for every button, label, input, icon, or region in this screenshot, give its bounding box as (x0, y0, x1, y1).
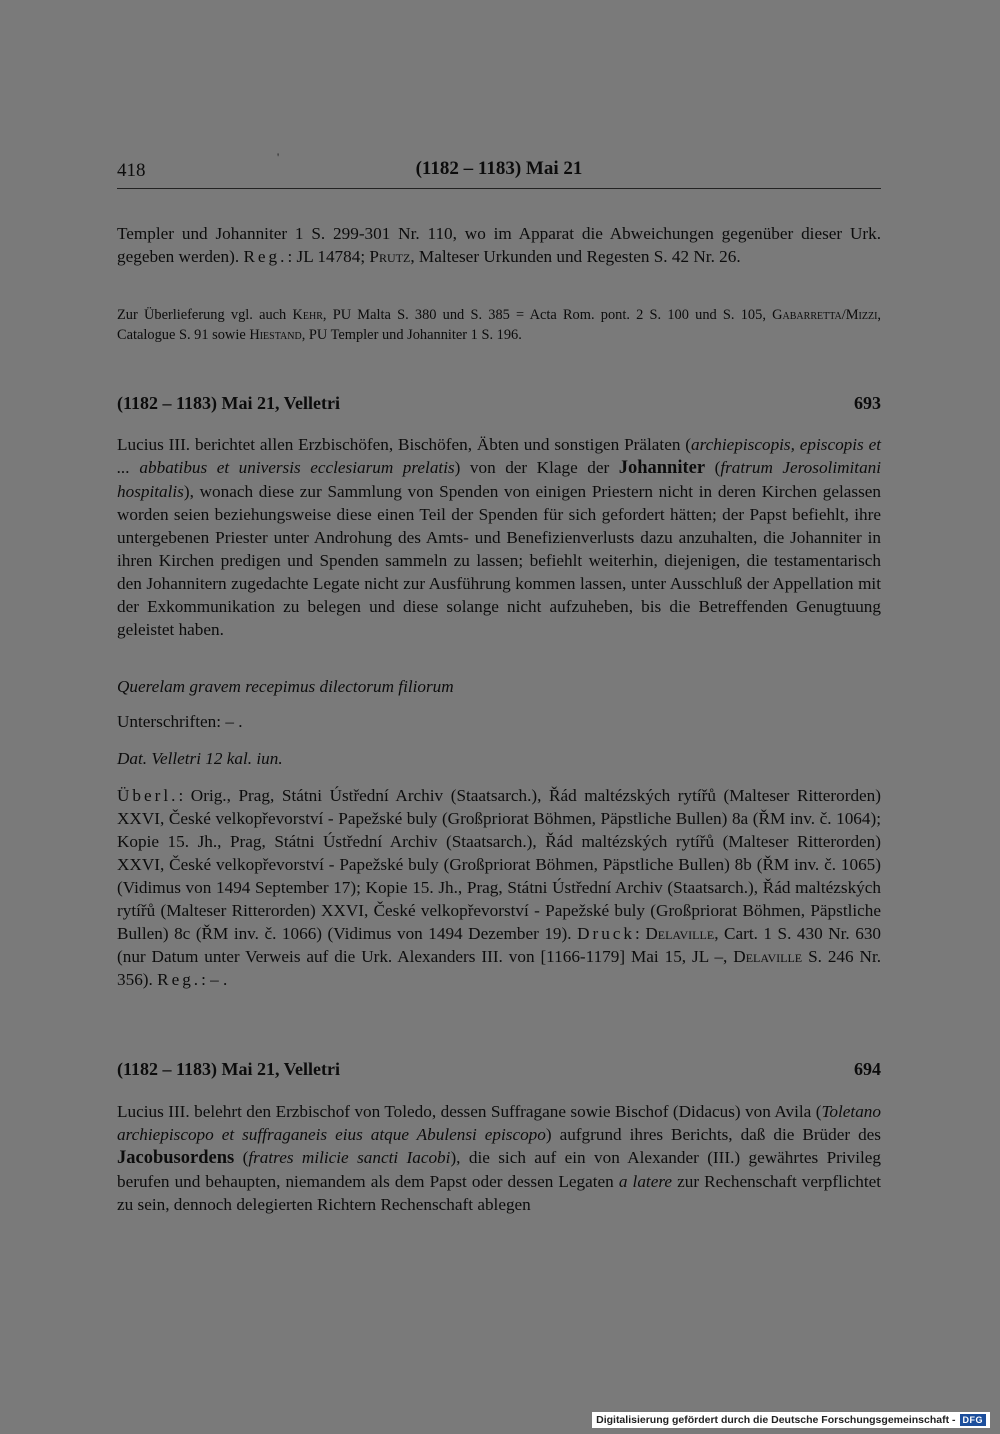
page-number: 418 (117, 160, 146, 181)
keyword-johanniter: Johanniter (618, 458, 706, 478)
keyword-jacobusordens: Jacobusordens (117, 1148, 235, 1168)
dating-clause: Dat. Velletri 12 kal. iun. (117, 749, 283, 768)
druck-label: Druck (577, 924, 636, 943)
running-header (117, 150, 881, 189)
tradition-693: Überl.: Orig., Prag, Státni Ústřední Archiv (Staatsarch.), Řád maltézských rytířů (Malteser Ritterorden) XXVI, České velkopřevorství - Papežské buly (Großpriorat Böhmen, Päpstliche Bullen) 8a (ŘM inv. č. 1064); Kopie 15. Jh., Prag, Státni Ústřední Archiv (Staatsarch.), Řád maltézských rytířů (Malteser Ritterorden) XXVI, České velkopřevorství - Papežské buly (Großpriorat Böhmen, Päpstliche Bullen) 8b (ŘM inv. č. 1065) (Vidimus von 1494 September 17); Kopie 15. Jh., Prag, Státni Ústřední Archiv (Staatsarch.), Řád maltézských rytířů (Malteser Ritterorden) XXVI, České velkopřevorství - Papežské buly (Großpriorat Böhmen, Päpstliche Bullen) 8c (ŘM inv. č. 1066) (Vidimus von 1494 Dezember 19). Druck: Delaville, Cart. 1 S. 430 Nr. 630 (nur Datum unter Verweis auf die Urk. Alexanders III. von [1166-1179] Mai 15, JL –, Delaville S. 246 Nr. 356). Reg.: – . (117, 786, 882, 989)
author-prutz: Prutz (369, 247, 411, 266)
previous-entry-continuation: Templer und Johanniter 1 S. 299-301 Nr. 110, wo im Apparat die Abweichungen gegenüber dieser Urk. gegeben werden). Reg.: JL 14784; Prutz, Malteser Urkunden und Regesten S. 42 Nr. 26. (117, 224, 881, 266)
incipit: Querelam gravem recepimus dilectorum filiorum (117, 677, 454, 696)
regest-number: 693 (854, 393, 881, 413)
regest-heading-693 (117, 393, 881, 417)
tradition-note: Zur Überlieferung vgl. auch Kehr, PU Malta S. 380 und S. 385 = Acta Rom. pont. 2 S. 100 und S. 105, Gabarretta/Mizzi, Catalogue S. 91 sowie Hiestand, PU Templer und Johanniter 1 S. 196. (117, 307, 882, 343)
header-mark: ' (277, 150, 280, 164)
regest-date: (1182 – 1183) Mai 21, Velletri (117, 393, 340, 413)
digitization-credit: Digitalisierung gefördert durch die Deutsche Forschungsgemeinschaft - DFG (592, 1412, 990, 1428)
reg-label: Reg. (243, 247, 288, 266)
running-title: (1182 – 1183) Mai 21 (415, 158, 583, 179)
regest-text-693: Lucius III. berichtet allen Erzbischöfen, Bischöfen, Äbten und sonstigen Prälaten (archiepiscopis, episcopis et ... abbatibus et universis ecclesiarum prelatis) von der Klage der Johanniter (fratrum Jerosolimitani hospitalis), wonach diese zur Sammlung von Spenden von einigen Priestern nicht in deren Kirchen gelassen worden seien beziehungsweise diese einen Teil der Spenden für sich gefordert hätten; der Papst befiehlt, ihre untergebenen Priester unter Androhung des Amts- und Benefizienverlusts dazu anzuhalten, die Johanniter in ihren Kirchen predigen und Spenden sammeln zu lassen; befiehlt weiterhin, diejenigen, die testamentarisch den Johannitern zugedachte Legate nicht zur Ausführung kommen lassen, unter Ausschluß der Appellation mit der Exkommunikation zu belegen und diese solange nicht aufzuheben, bis die Betreffenden Genugtuung geleistet haben. (117, 435, 882, 639)
dfg-logo-icon: DFG (960, 1414, 987, 1426)
regest-date: (1182 – 1183) Mai 21, Velletri (117, 1059, 340, 1079)
regest-number: 694 (854, 1059, 881, 1079)
ueberl-label: Überl. (117, 786, 179, 805)
regest-text-694: Lucius III. belehrt den Erzbischof von Toledo, dessen Suffragane sowie Bischof (Didacus) von Avila (Toletano archiepiscopo et suffraganeis eius atque Abulensi episcopo) aufgrund ihres Berichts, daß die Brüder des Jacobusordens (fratres milicie sancti Iacobi), die sich auf ein von Alexander (III.) gewährtes Privileg berufen und behaupten, niemandem als dem Papst oder dessen Legaten a latere zur Rechenschaft verpflichtet zu sein, dennoch delegierten Richtern Rechenschaft ablegen (117, 1102, 882, 1214)
signatures: Unterschriften: – . (117, 712, 243, 731)
regest-heading-694 (117, 1059, 881, 1083)
reg-label: Reg. (157, 970, 202, 989)
